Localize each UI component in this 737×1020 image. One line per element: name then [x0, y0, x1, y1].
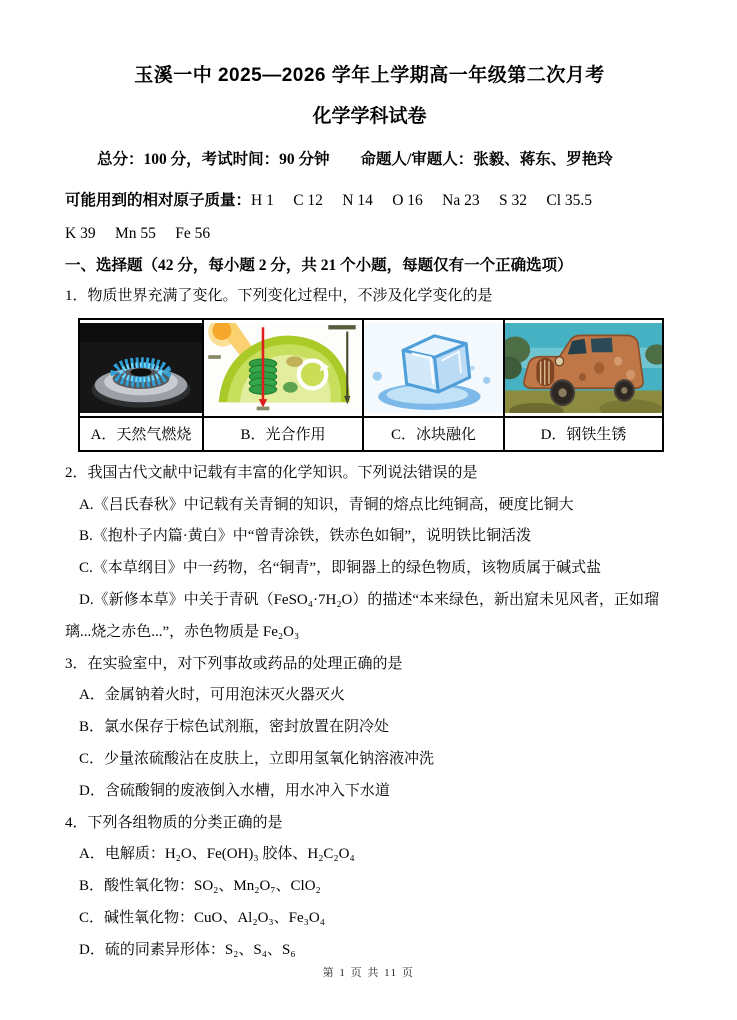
- exam-meta-line: 总分：100 分，考试时间：90 分钟 命题人/审题人：张毅、蒋东、罗艳玲: [97, 151, 613, 168]
- image-option-label-a: A．天然气燃烧: [79, 417, 203, 451]
- melting-ice-cube-image: [364, 323, 503, 413]
- question-3: [65, 649, 674, 681]
- image-option-label-d: D．钢铁生锈: [504, 417, 663, 451]
- question-4-option-d: D．硫的同素异形体：S₂、S₄、S₆: [79, 941, 296, 958]
- question-4-option-b: B．酸性氧化物：SO₂、Mn₂O₇、ClO₂: [79, 878, 321, 895]
- question-2-number: 2．: [65, 464, 88, 481]
- label-row: [79, 417, 663, 451]
- question-3-number: 3．: [65, 655, 88, 672]
- image-option-label-b: B．光合作用: [203, 417, 363, 451]
- document-subtitle: 化学学科试卷: [312, 106, 427, 127]
- image-row: [79, 319, 663, 417]
- question-1-text: 物质世界充满了变化。下列变化过程中，不涉及化学变化的是: [87, 288, 493, 304]
- section-header-choice: 一、选择题（42 分，每小题 2 分，共 21 个小题，每题仅有一个正确选项）: [65, 257, 573, 274]
- image-cell-c: [363, 319, 504, 417]
- question-2-text: 我国古代文献中记载有丰富的化学知识。下列说法错误的是: [87, 464, 478, 481]
- gas-stove-flame-image: [80, 323, 202, 413]
- question-4-number: 4．: [65, 814, 88, 831]
- question-2: [65, 458, 674, 490]
- photosynthesis-diagram-image: [204, 323, 362, 413]
- image-cell-d: [504, 319, 663, 417]
- question-3-option-b: B．氯水保存于棕色试剂瓶，密封放置在阴冷处: [79, 719, 390, 736]
- question-4-option-a: A．电解质：H₂O、Fe(OH)₃ 胶体、H₂C₂O₄: [79, 846, 355, 863]
- question-1: [65, 281, 674, 313]
- question-3-text: 在实验室中，对下列事故或药品的处理正确的是: [87, 655, 403, 672]
- question-3-option-c: C．少量浓硫酸沾在皮肤上，立即用氢氧化钠溶液冲洗: [79, 750, 435, 767]
- rusty-car-image: [505, 323, 662, 413]
- question-4-text: 下列各组物质的分类正确的是: [87, 814, 283, 831]
- question-3-option-d: D．含硫酸铜的废液倒入水槽，用水冲入下水道: [79, 782, 390, 799]
- image-cell-a: [79, 319, 203, 417]
- document-title: 玉溪一中 2025—2026 学年上学期高一年级第二次月考: [134, 65, 605, 86]
- question-2-option-a: A.《吕氏春秋》中记载有关青铜的知识，青铜的熔点比纯铜高，硬度比铜大: [79, 496, 574, 513]
- question-3-option-a: A．金属钠着火时，可用泡沫灭火器灭火: [79, 687, 345, 704]
- question-2-option-b: B.《抱朴子内篇·黄白》中“曾青涂铁，铁赤色如铜”，说明铁比铜活泼: [79, 528, 532, 545]
- question-2-option-c: C.《本草纲目》中一药物，名“铜青”，即铜器上的绿色物质，该物质属于碱式盐: [79, 560, 602, 577]
- question-1-image-table: [78, 318, 664, 452]
- question-4-option-c: C．碱性氧化物：CuO、Al₂O₃、Fe₃O₄: [79, 909, 325, 926]
- atomic-mass-label: 可能用到的相对原子质量：: [65, 192, 252, 209]
- question-2-option-d: D.《新修本草》中关于青矾（FeSO₄·7H₂O）的描述“本来绿色，新出窟未见风者，正如瑠璃...烧之赤色...”，赤色物质是 Fe₂O₃: [65, 591, 660, 640]
- image-option-label-c: C．冰块融化: [363, 417, 504, 451]
- question-1-number: 1．: [65, 288, 88, 304]
- footer-page-indicator: 第 1 页 共 11 页: [322, 967, 415, 979]
- atomic-mass-values-1: H 1 C 12 N 14 O 16 Na 23 S 32 Cl 35.5: [251, 192, 593, 209]
- image-cell-b: [203, 319, 363, 417]
- question-4: [65, 808, 674, 840]
- atomic-mass-line-2: K 39 Mn 55 Fe 56: [65, 225, 211, 242]
- atomic-mass-line-1: [65, 184, 674, 217]
